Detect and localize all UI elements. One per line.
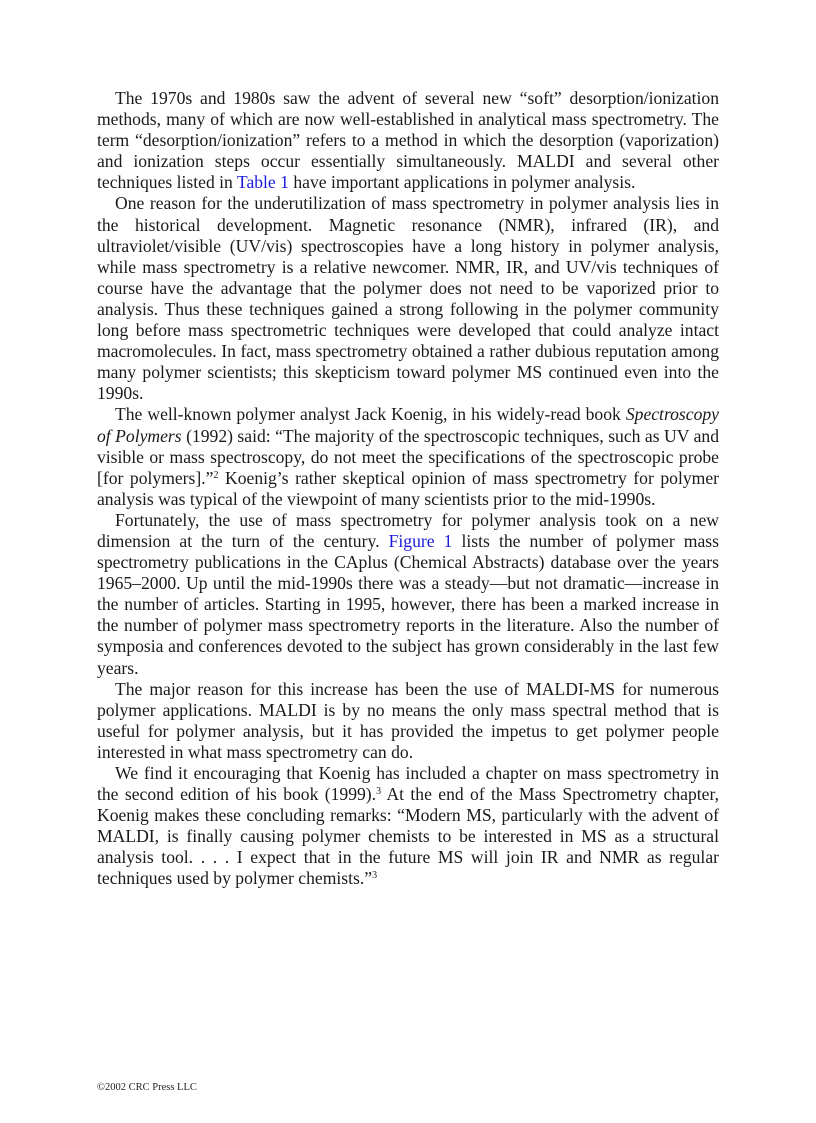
book-title: Spectroscopy of Polymers xyxy=(97,404,719,446)
paragraph-3: The well-known polymer analyst Jack Koenig, in his widely-read book Spectroscopy of Polymers (1992) said: “The majority of the spectroscopic techniques, such as UV and visible or mass spectroscopy, do not meet the specifications of the spectroscopic probe [for polymers].”$^2$ Koenig’s rather skeptical opinion of mass spectrometry for polymer analysis was typical of the viewpoint of many scientists prior to the mid-1990s. xyxy=(97,404,719,509)
reference-3-end: 3 xyxy=(372,870,378,882)
paragraph-5: The major reason for this increase has been the use of MALDI-MS for numerous polymer applications. MALDI is by no means the only mass spectral method that is useful for polymer analysis, but it has provided the impetus to get polymer people interested in what mass spectrometry can do. xyxy=(97,678,719,762)
copyright-footer: ©2002 CRC Press LLC xyxy=(97,1082,197,1093)
paragraph-1: The 1970s and 1980s saw the advent of several new “soft” desorption/ionization methods, many of which are now well-established in analytical mass spectrometry. The term “desorption/ionization” refers to a method in which the desorption (vaporization) and ionization steps occur essentially simultaneously. MALDI and several other techniques listed in Table 1 have important applications in polymer analysis. xyxy=(97,88,719,193)
table-1-link[interactable]: Table 1 xyxy=(236,172,289,193)
paragraph-4: Fortunately, the use of mass spectrometry for polymer analysis took on a new dimension at the turn of the century. Figure 1 lists the number of polymer mass spectrometry publications in the CAplus (Chemical Abstracts) database over the years 1965–2000. Up until the mid-1990s there was a steady—but not dramatic—increase in the number of articles. Starting in 1995, however, there has been a marked increase in the number of polymer mass spectrometry reports in the literature. Also the number of symposia and conferences devoted to the subject has grown considerably in the last few years. xyxy=(97,509,719,678)
paragraph-6: We find it encouraging that Koenig has included a chapter on mass spectrometry in the second edition of his book (1999).$^3$ At the end of the Mass Spectrometry chapter, Koenig makes these concluding remarks: “Modern MS, particularly with the advent of MALDI, is finally causing polymer chemists to be interested in MS as a structural analysis tool. . . . I expect that in the future MS will join IR and NMR as regular techniques used by polymer chemists.”$^3$ xyxy=(97,763,719,889)
figure-1-link[interactable]: Figure 1 xyxy=(388,530,453,551)
reference-3: 3 xyxy=(376,786,382,798)
reference-2: 2 xyxy=(213,469,219,481)
body-text xyxy=(97,88,719,890)
paragraph-2: One reason for the underutilization of mass spectrometry in polymer analysis lies in the historical development. Magnetic resonance (NMR), infrared (IR), and ultraviolet/visible (UV/vis) spectroscopies have a long history in polymer analysis, while mass spectrometry is a relative newcomer. NMR, IR, and UV/vis techniques of course have the advantage that the polymer does not need to be vaporized prior to analysis. Thus these techniques gained a strong following in the polymer community long before mass spectrometric techniques were developed that could analyze intact macromolecules. In fact, mass spectrometry obtained a rather dubious reputation among many polymer scientists; this skepticism toward polymer MS continued even into the 1990s. xyxy=(97,193,719,404)
